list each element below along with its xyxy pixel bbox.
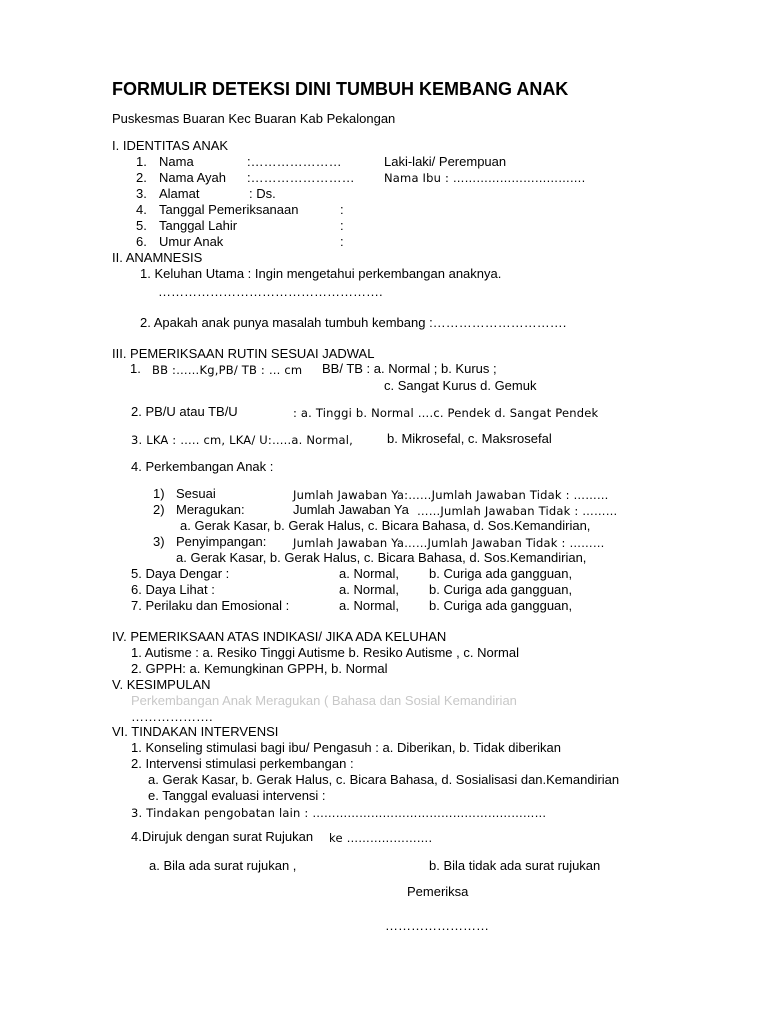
field-colon: : [340, 202, 344, 217]
bb-pb-measurement: BB :……Kg,PB/ TB : … cm [152, 363, 303, 377]
perkembangan-meragukan-aspects: a. Gerak Kasar, b. Gerak Halus, c. Bicara Bahasa, d. Sos.Kemandirian, [180, 518, 591, 533]
section-heading-anamnesis: II. ANAMNESIS [112, 250, 203, 265]
perkembangan-heading: 4. Perkembangan Anak : [131, 459, 274, 474]
lka-options: b. Mikrosefal, c. Maksrosefal [387, 431, 552, 446]
indikasi-gpph: 2. GPPH: a. Kemungkinan GPPH, b. Normal [131, 661, 388, 676]
section-heading-indikasi: IV. PEMERIKSAAN ATAS INDIKASI/ JIKA ADA KELUHAN [112, 629, 447, 644]
bb-tb-status: BB/ TB : a. Normal ; b. Kurus ; [322, 361, 497, 376]
perilaku-label: 7. Perilaku dan Emosional : [131, 598, 290, 613]
kesimpulan-dots: ………………. [131, 709, 213, 724]
intervensi-rujukan-tujuan: ke …………………. [329, 831, 433, 845]
indikasi-autisme: 1. Autisme : a. Resiko Tinggi Autisme b. Resiko Autisme , c. Normal [131, 645, 519, 660]
perkembangan-sesuai-value: Jumlah Jawaban Ya:……Jumlah Jawaban Tidak : ……… [293, 488, 609, 502]
list-number: 1) [153, 486, 165, 501]
list-number: 1. [136, 154, 147, 169]
intervensi-stimulasi-aspects: a. Gerak Kasar, b. Gerak Halus, c. Bicara Bahasa, d. Sosialisasi dan.Kemandirian [148, 772, 620, 787]
list-number: 5. [136, 218, 147, 233]
pb-u-options: : a. Tinggi b. Normal ….c. Pendek d. Sangat Pendek [293, 406, 599, 420]
list-number: 1. [130, 361, 141, 376]
intervensi-konseling: 1. Konseling stimulasi bagi ibu/ Pengasuh : a. Diberikan, b. Tidak diberikan [131, 740, 561, 755]
field-label-nama: Nama [159, 154, 194, 169]
pb-u-label: 2. PB/U atau TB/U [131, 404, 238, 419]
section-heading-kesimpulan: V. KESIMPULAN [112, 677, 211, 692]
perkembangan-sesuai-label: Sesuai [176, 486, 216, 501]
perilaku-option-a: a. Normal, [339, 598, 399, 613]
daya-dengar-label: 5. Daya Dengar : [131, 566, 230, 581]
subtitle: Puskesmas Buaran Kec Buaran Kab Pekalongan [112, 111, 396, 126]
intervensi-rujukan: 4.Dirujuk dengan surat Rujukan [131, 829, 314, 844]
list-number: 2) [153, 502, 165, 517]
field-value-alamat: : Ds. [249, 186, 276, 201]
list-number: 3) [153, 534, 165, 549]
anamnesis-keluhan-dots: ……………………………………………. [158, 284, 383, 299]
field-label-tanggal-pemeriksaan: Tanggal Pemeriksanaan [159, 202, 299, 217]
daya-lihat-option-b: b. Curiga ada gangguan, [429, 582, 573, 597]
intervensi-tanggal-evaluasi: e. Tanggal evaluasi intervensi : [148, 788, 326, 803]
kesimpulan-note: Perkembangan Anak Meragukan ( Bahasa dan Sosial Kemandirian [131, 693, 517, 708]
page-title: FORMULIR DETEKSI DINI TUMBUH KEMBANG ANAK [112, 79, 569, 99]
list-number: 3. [136, 186, 147, 201]
intervensi-stimulasi: 2. Intervensi stimulasi perkembangan : [131, 756, 354, 771]
perkembangan-meragukan-value-a: Jumlah Jawaban Ya [293, 502, 409, 517]
field-label-alamat: Alamat [159, 186, 200, 201]
bb-tb-status-cont: c. Sangat Kurus d. Gemuk [384, 378, 537, 393]
daya-dengar-option-a: a. Normal, [339, 566, 399, 581]
rujukan-option-b: b. Bila tidak ada surat rujukan [429, 858, 601, 873]
field-gender: Laki-laki/ Perempuan [384, 154, 507, 169]
anamnesis-keluhan: 1. Keluhan Utama : Ingin mengetahui perkembangan anaknya. [140, 266, 502, 281]
daya-lihat-label: 6. Daya Lihat : [131, 582, 215, 597]
perkembangan-penyimpangan-label: Penyimpangan: [176, 534, 267, 549]
perkembangan-meragukan-value-b: ……Jumlah Jawaban Tidak : ……… [417, 504, 618, 518]
intervensi-pengobatan-lain: 3. Tindakan pengobatan lain : …………………………………………………… [131, 806, 547, 820]
pemeriksa-signature-dots: …………………… [385, 918, 489, 933]
anamnesis-masalah: 2. Apakah anak punya masalah tumbuh kembang :…………………………. [140, 315, 567, 330]
field-nama-ibu: Nama Ibu : ……………………………. [384, 171, 586, 185]
field-label-nama-ayah: Nama Ayah [159, 170, 226, 185]
daya-lihat-option-a: a. Normal, [339, 582, 399, 597]
field-value-nama: :………………… [247, 154, 342, 169]
section-heading-intervensi: VI. TINDAKAN INTERVENSI [112, 724, 279, 739]
lka-measurement: 3. LKA : ….. cm, LKA/ U:…..a. Normal, [131, 433, 353, 447]
field-colon: : [340, 218, 344, 233]
list-number: 4. [136, 202, 147, 217]
section-heading-pemeriksaan-rutin: III. PEMERIKSAAN RUTIN SESUAI JADWAL [112, 346, 375, 361]
field-label-tanggal-lahir: Tanggal Lahir [159, 218, 238, 233]
pemeriksa-label: Pemeriksa [407, 884, 469, 899]
section-heading-identitas: I. IDENTITAS ANAK [112, 138, 229, 153]
perkembangan-penyimpangan-aspects: a. Gerak Kasar, b. Gerak Halus, c. Bicara Bahasa, d. Sos.Kemandirian, [176, 550, 587, 565]
daya-dengar-option-b: b. Curiga ada gangguan, [429, 566, 573, 581]
perkembangan-meragukan-label: Meragukan: [176, 502, 245, 517]
field-colon: : [340, 234, 344, 249]
perkembangan-penyimpangan-value: Jumlah Jawaban Ya……Jumlah Jawaban Tidak : ……… [293, 536, 605, 550]
list-number: 6. [136, 234, 147, 249]
list-number: 2. [136, 170, 147, 185]
field-label-umur: Umur Anak [159, 234, 224, 249]
field-value-nama-ayah: :…………………… [247, 170, 355, 185]
rujukan-option-a: a. Bila ada surat rujukan , [149, 858, 297, 873]
perilaku-option-b: b. Curiga ada gangguan, [429, 598, 573, 613]
